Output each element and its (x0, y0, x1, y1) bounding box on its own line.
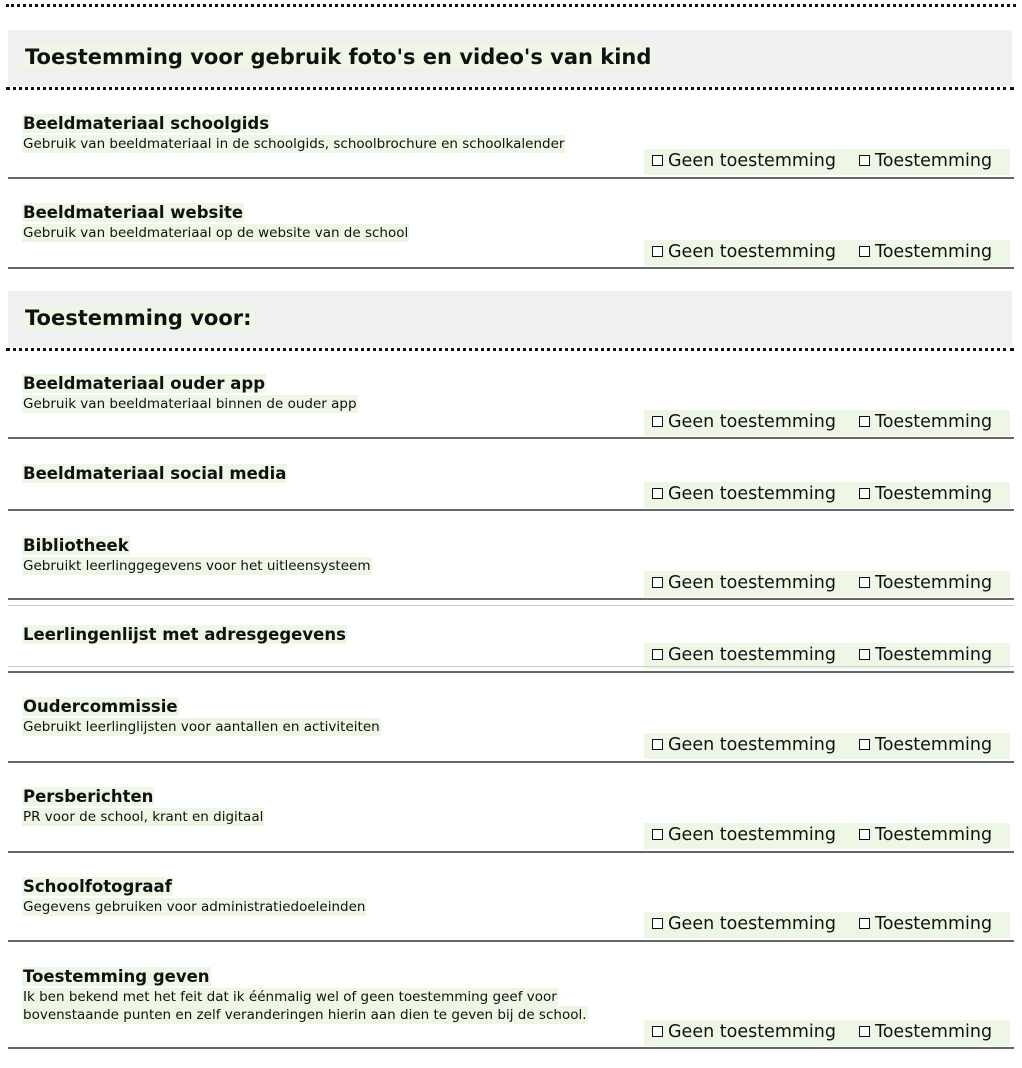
option-label: Geen toestemming (668, 825, 836, 845)
consent-options (644, 240, 1010, 266)
no-consent-option[interactable] (652, 914, 836, 934)
no-consent-option[interactable] (652, 573, 836, 593)
consent-options (644, 912, 1010, 938)
consent-options (644, 823, 1010, 849)
checkbox[interactable] (652, 488, 663, 499)
item-description: PR voor de school, krant en digitaal (23, 809, 264, 825)
option-label: Geen toestemming (668, 573, 836, 593)
item-title: Bibliotheek (23, 536, 129, 555)
consent-option[interactable] (859, 735, 992, 755)
section-dotted-divider (6, 348, 1014, 351)
consent-option[interactable] (859, 1022, 992, 1042)
option-label: Geen toestemming (668, 1022, 836, 1042)
row-divider (8, 598, 1014, 600)
option-label: Toestemming (875, 151, 993, 171)
top-dotted-divider (6, 4, 1016, 7)
checkbox[interactable] (652, 918, 663, 929)
checkbox[interactable] (859, 155, 870, 166)
consent-option[interactable] (859, 484, 992, 504)
no-consent-option[interactable] (652, 412, 836, 432)
consent-options (644, 149, 1010, 175)
checkbox[interactable] (652, 155, 663, 166)
row-divider (8, 267, 1014, 269)
no-consent-option[interactable] (652, 825, 836, 845)
option-label: Toestemming (875, 1022, 993, 1042)
item-description: bovenstaande punten en zelf veranderingen hierin aan dien te geven bij de school. (23, 1007, 587, 1023)
item-description: Gebruikt leerlinggegevens voor het uitleensysteem (23, 558, 371, 574)
checkbox[interactable] (652, 649, 663, 660)
consent-option[interactable] (859, 914, 992, 934)
option-label: Geen toestemming (668, 735, 836, 755)
section-header-consent (8, 291, 1012, 347)
row-divider-light (8, 666, 1014, 667)
checkbox[interactable] (859, 488, 870, 499)
checkbox[interactable] (652, 246, 663, 257)
option-label: Geen toestemming (668, 151, 836, 171)
item-description: Gebruik van beeldmateriaal op de website van de school (23, 225, 409, 241)
item-description: Gegevens gebruiken voor administratiedoeleinden (23, 899, 366, 915)
checkbox[interactable] (859, 577, 870, 588)
item-title: Leerlingenlijst met adresgegevens (23, 625, 346, 644)
checkbox[interactable] (652, 577, 663, 588)
row-divider (8, 671, 1014, 673)
checkbox[interactable] (859, 918, 870, 929)
consent-options (644, 733, 1010, 759)
consent-option[interactable] (859, 573, 992, 593)
consent-options (644, 410, 1010, 436)
option-label: Geen toestemming (668, 412, 836, 432)
no-consent-option[interactable] (652, 151, 836, 171)
consent-option[interactable] (859, 151, 992, 171)
no-consent-option[interactable] (652, 645, 836, 665)
option-label: Geen toestemming (668, 645, 836, 665)
item-title: Schoolfotograaf (23, 877, 172, 896)
item-title: Oudercommissie (23, 697, 178, 716)
row-divider (8, 761, 1014, 763)
section-dotted-divider (6, 87, 1014, 90)
checkbox[interactable] (652, 739, 663, 750)
option-label: Toestemming (875, 242, 993, 262)
checkbox[interactable] (859, 649, 870, 660)
option-label: Geen toestemming (668, 484, 836, 504)
section-title: Toestemming voor gebruik foto's en video's van kind (25, 45, 652, 69)
checkbox[interactable] (652, 1026, 663, 1037)
row-divider (8, 851, 1014, 853)
checkbox[interactable] (652, 416, 663, 427)
consent-option[interactable] (859, 412, 992, 432)
option-label: Toestemming (875, 645, 993, 665)
row-divider (8, 1047, 1014, 1049)
item-description: Gebruik van beeldmateriaal binnen de ouder app (23, 396, 357, 412)
item-description: Gebruikt leerlinglijsten voor aantallen en activiteiten (23, 719, 380, 735)
checkbox[interactable] (859, 246, 870, 257)
item-title: Beeldmateriaal social media (23, 464, 287, 483)
option-label: Toestemming (875, 412, 993, 432)
item-description: Gebruik van beeldmateriaal in de schoolgids, schoolbrochure en schoolkalender (23, 136, 565, 152)
no-consent-option[interactable] (652, 242, 836, 262)
option-label: Geen toestemming (668, 914, 836, 934)
option-label: Toestemming (875, 914, 993, 934)
consent-options (644, 482, 1010, 508)
checkbox[interactable] (859, 829, 870, 840)
item-title: Persberichten (23, 787, 154, 806)
checkbox[interactable] (652, 829, 663, 840)
checkbox[interactable] (859, 739, 870, 750)
option-label: Toestemming (875, 825, 993, 845)
consent-option[interactable] (859, 242, 992, 262)
item-description: Ik ben bekend met het feit dat ik éénmalig wel of geen toestemming geef voor (23, 989, 557, 1005)
row-divider (8, 940, 1014, 942)
option-label: Toestemming (875, 573, 993, 593)
consent-option[interactable] (859, 645, 992, 665)
no-consent-option[interactable] (652, 484, 836, 504)
consent-option[interactable] (859, 825, 992, 845)
row-divider (8, 177, 1014, 179)
item-title: Toestemming geven (23, 967, 210, 986)
option-label: Toestemming (875, 484, 993, 504)
no-consent-option[interactable] (652, 735, 836, 755)
section-title: Toestemming voor: (25, 306, 252, 330)
option-label: Geen toestemming (668, 242, 836, 262)
section-header-photos (8, 30, 1012, 86)
consent-options (644, 1020, 1010, 1046)
row-divider (8, 509, 1014, 511)
option-label: Toestemming (875, 735, 993, 755)
row-divider-light (8, 605, 1014, 606)
item-title: Beeldmateriaal website (23, 203, 244, 222)
consent-options (644, 571, 1010, 597)
no-consent-option[interactable] (652, 1022, 836, 1042)
checkbox[interactable] (859, 1026, 870, 1037)
item-title: Beeldmateriaal schoolgids (23, 114, 270, 133)
checkbox[interactable] (859, 416, 870, 427)
row-divider (8, 437, 1014, 439)
item-title: Beeldmateriaal ouder app (23, 374, 266, 393)
